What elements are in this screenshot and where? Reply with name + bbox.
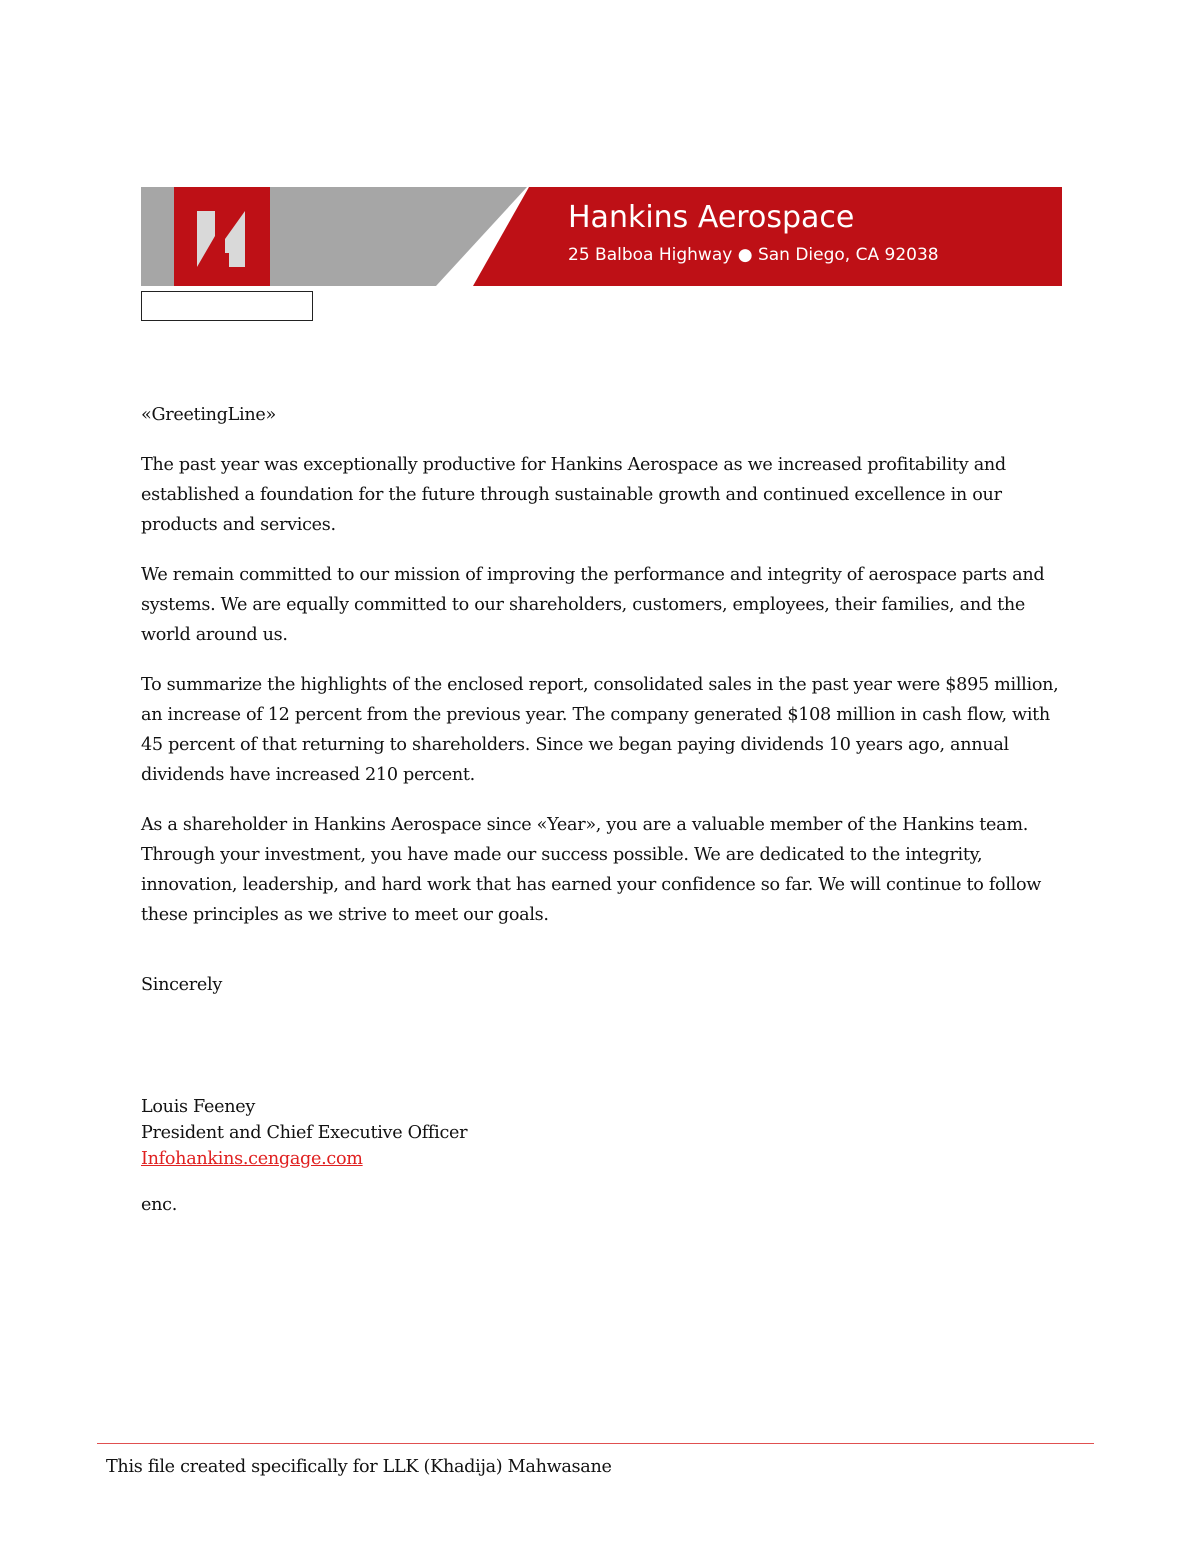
letter-body [141,400,1071,950]
enclosure-note: enc. [141,1195,177,1215]
logo-box [174,187,270,286]
paragraph-intro: The past year was exceptionally productive for Hankins Aerospace as we increased profitability and established a foundation for the future through sustainable growth and continued excellence in our products and services. [141,455,1006,535]
closing: Sincerely [141,975,222,995]
paragraph-highlights: To summarize the highlights of the enclosed report, consolidated sales in the past year were $895 million, an increase of 12 percent from the previous year. The company generated $108 million in cash flow, with 45 percent of that returning to shareholders. Since we began paying dividends 10 years ago, annual dividends have increased 210 percent. [141,675,1059,785]
paragraph-shareholder: As a shareholder in Hankins Aerospace since «Year», you are a valuable member of the Hankins team. Through your investment, you have made our success possible. We are dedicated to the integrity, innovation, leadership, and hard work that has earned your confidence so far. We will continue to follow these principles as we strive to meet our goals. [141,815,1042,925]
footer-note: This file created specifically for LLK (Khadija) Mahwasane [106,1457,612,1477]
signer-name: Louis Feeney [141,1097,256,1117]
date-field-box [141,291,313,321]
company-address: 25 Balboa Highway ● San Diego, CA 92038 [568,245,939,265]
company-name: Hankins Aerospace [568,200,855,235]
paragraph-mission: We remain committed to our mission of improving the performance and integrity of aerospace parts and systems. We are equally committed to our shareholders, customers, employees, their families, and the world around us. [141,565,1045,645]
greeting-line: «GreetingLine» [141,405,276,425]
signature-block [141,1094,467,1172]
email-link[interactable]: Infohankins.cengage.com [141,1149,363,1169]
footer-divider [97,1443,1094,1444]
signer-title: President and Chief Executive Officer [141,1123,468,1143]
